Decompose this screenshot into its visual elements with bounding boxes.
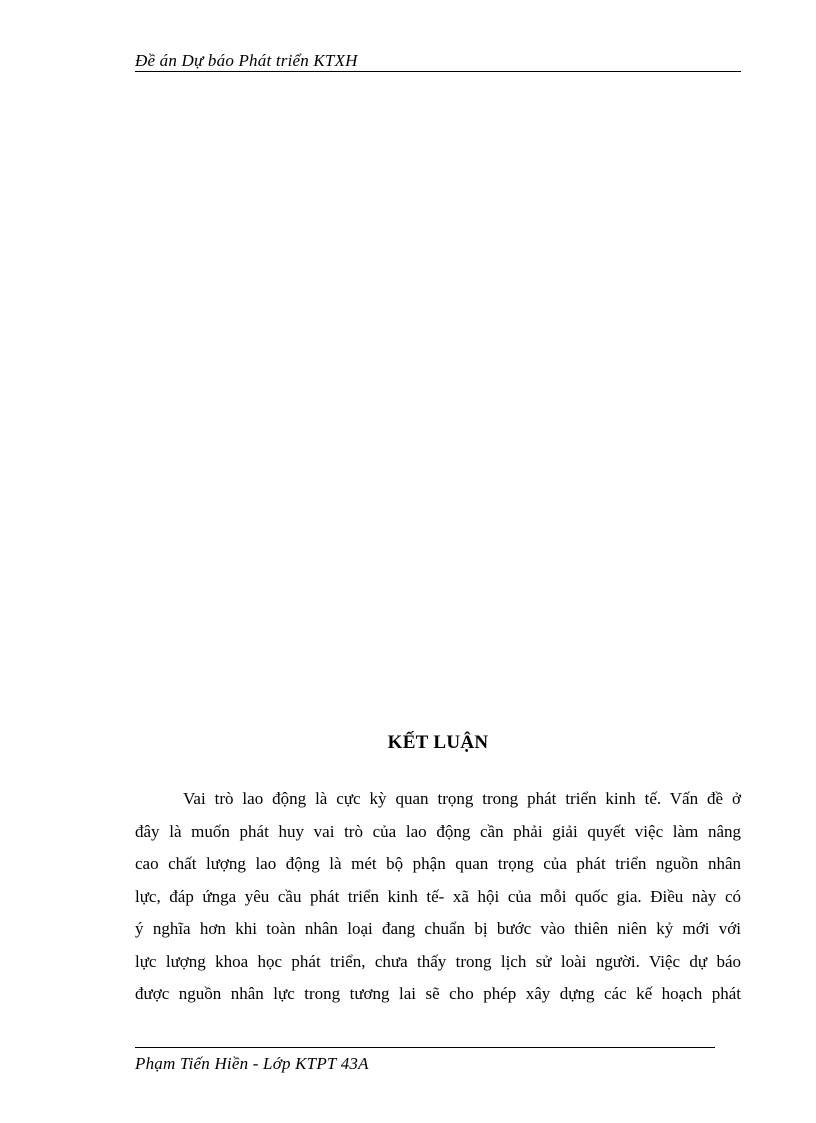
- page-header: [135, 50, 741, 72]
- paragraph-line: đây là muốn phát huy vai trò của lao động cần phải giải quyết việc làm nâng: [135, 821, 741, 841]
- body-paragraph: [135, 783, 741, 1011]
- page-footer: Phạm Tiến Hiền - Lớp KTPT 43A: [135, 1054, 369, 1073]
- paragraph-line: lực, đáp ứnga yêu cầu phát triển kinh tế- xã hội của mỗi quốc gia. Điều này có: [135, 886, 741, 906]
- footer-divider: [135, 1047, 715, 1048]
- paragraph-line: lực lượng khoa học phát triển, chưa thấy trong lịch sử loài người. Việc dự báo: [135, 951, 741, 971]
- paragraph-line: được nguồn nhân lực trong tương lai sẽ cho phép xây dựng các kế hoạch phát: [135, 984, 741, 1003]
- paragraph-line: Vai trò lao động là cực kỳ quan trọng trong phát triển kinh tế. Vấn đề ở: [183, 789, 741, 808]
- paragraph-line: ý nghĩa hơn khi toàn nhân loại đang chuẩn bị bước vào thiên niên kỷ mới với: [135, 919, 741, 938]
- document-title: Đề án Dự báo Phát triển KTXH: [135, 51, 358, 70]
- section-heading: KẾT LUẬN: [387, 732, 489, 753]
- paragraph-line: cao chất lượng lao động là mét bộ phận quan trọng của phát triển nguồn nhân: [135, 854, 741, 873]
